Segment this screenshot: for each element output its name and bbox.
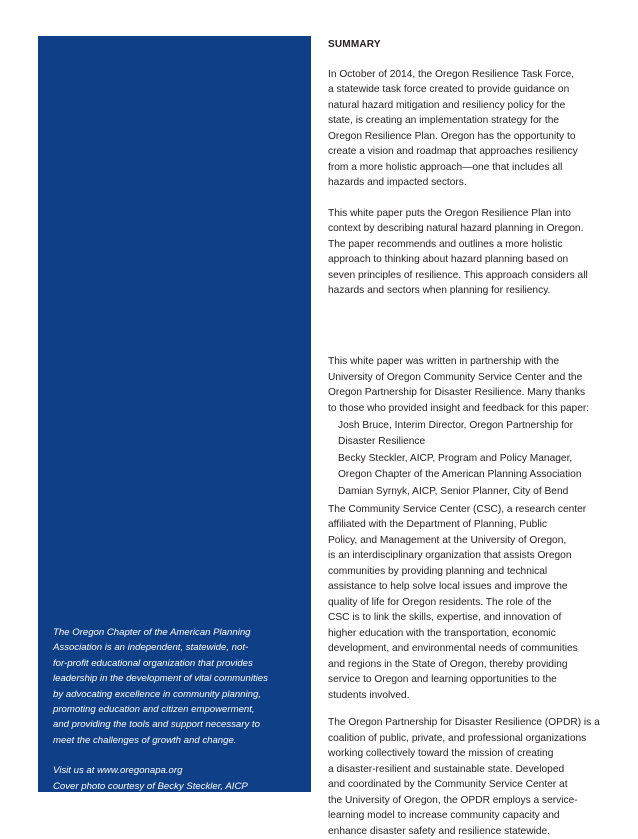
text-line: communities by providing planning and technical <box>328 565 548 577</box>
text-line: Policy, and Management at the University of Oregon, <box>328 534 567 546</box>
text-line: hazards and impacted sectors. <box>328 177 467 188</box>
text-line: to those who provided insight and feedback for this paper: <box>328 402 590 414</box>
text-line: context by describing natural hazard planning in Oregon. <box>328 223 584 234</box>
text-line: This white paper was written in partnership with the <box>328 356 560 367</box>
text-line: The paper recommends and outlines a more holistic <box>328 238 563 250</box>
csc-paragraph <box>328 502 604 704</box>
text-line: seven principles of resilience. This approach considers all <box>328 269 588 281</box>
summary-paragraph-2 <box>328 206 604 299</box>
text-line: and coordinated by the Community Service Center at <box>328 779 568 790</box>
text-line: coalition of public, private, and professional organizations <box>328 732 587 744</box>
text-line: assistance to help solve local issues and improve the <box>328 581 568 592</box>
text-line: the University of Oregon, the OPDR employs a service- <box>328 794 578 806</box>
text-line: working collectively toward the mission of creating <box>328 748 554 759</box>
about-line: leadership in the development of vital communities <box>53 673 268 685</box>
text-line: In October of 2014, the Oregon Resilience Task Force, <box>328 68 575 80</box>
text-line: quality of life for Oregon residents. The role of the <box>328 596 552 608</box>
text-line: and regions in the State of Oregon, thereby providing <box>328 658 568 670</box>
about-line: by advocating excellence in community planning, <box>53 688 261 700</box>
text-line: The Oregon Partnership for Disaster Resilience (OPDR) is a <box>328 717 600 728</box>
text-line: a disaster-resilient and sustainable state. Developed <box>328 763 565 775</box>
acknowledgements-section <box>328 354 604 839</box>
list-item <box>338 484 604 500</box>
about-line: The Oregon Chapter of the American Planning <box>53 627 251 638</box>
text-line: a statewide task force created to provide guidance on <box>328 84 570 95</box>
contributor-line: Josh Bruce, Interim Director, Oregon Partnership for <box>338 420 573 431</box>
text-line: state, is creating an implementation strategy for the <box>328 115 560 126</box>
text-line: hazards and sectors when planning for resiliency. <box>328 285 551 296</box>
cover-credit: Cover photo courtesy of Becky Steckler, AICP <box>53 780 248 792</box>
text-line: development, and environmental needs of communities <box>328 643 578 654</box>
text-line: The Community Service Center (CSC), a research center <box>328 503 587 515</box>
text-line: service to Oregon and learning opportunities to the <box>328 674 557 685</box>
text-line: create a vision and roadmap that approaches resiliency <box>328 146 578 157</box>
text-line: Oregon Resilience Plan. Oregon has the opportunity to <box>328 130 576 142</box>
sidebar-panel <box>38 36 311 792</box>
contributor-line: Disaster Resilience <box>338 435 426 447</box>
contributor-line: Oregon Chapter of the American Planning Association <box>338 468 582 480</box>
summary-paragraph-1 <box>328 67 604 191</box>
text-line: learning model to increase community capacity and <box>328 810 560 821</box>
text-line: CSC is to link the skills, expertise, and innovation of <box>328 612 562 623</box>
about-line: and providing the tools and support necessary to <box>53 719 260 731</box>
acknowledgements-intro <box>328 354 604 416</box>
text-line: from a more holistic approach—one that includes all <box>328 161 563 173</box>
summary-heading: SUMMARY <box>328 39 381 50</box>
summary-section <box>328 37 604 314</box>
text-line: Oregon Partnership for Disaster Resilience. Many thanks <box>328 387 586 398</box>
contributor-line: Damian Syrnyk, AICP, Senior Planner, City of Bend <box>338 486 569 497</box>
contributor-line: Becky Steckler, AICP, Program and Policy Manager, <box>338 453 573 464</box>
text-line: natural hazard mitigation and resiliency policy for the <box>328 99 566 111</box>
website-link[interactable]: Visit us at www.oregonapa.org <box>53 765 183 777</box>
text-line: higher education with the transportation, economic <box>328 627 556 639</box>
text-line: affiliated with the Department of Planning, Public <box>328 519 547 530</box>
sidebar-about <box>53 625 303 794</box>
about-line: Association is an independent, statewide, not- <box>53 642 249 654</box>
contributors-list <box>328 418 604 500</box>
about-line: for-profit educational organization that provides <box>53 657 253 669</box>
text-line: students involved. <box>328 689 410 701</box>
text-line: University of Oregon Community Service Center and the <box>328 371 583 383</box>
text-line: This white paper puts the Oregon Resilience Plan into <box>328 207 571 219</box>
about-line: meet the challenges of growth and change. <box>53 734 237 746</box>
list-item <box>338 451 604 482</box>
text-line: enhance disaster safety and resilience statewide. <box>328 825 550 837</box>
text-line: is an interdisciplinary organization that assists Oregon <box>328 550 572 561</box>
opdr-paragraph <box>328 715 604 839</box>
about-line: promoting education and citizen empowerment, <box>53 704 255 716</box>
text-line: approach to thinking about hazard planning based on <box>328 254 569 265</box>
list-item <box>338 418 604 449</box>
